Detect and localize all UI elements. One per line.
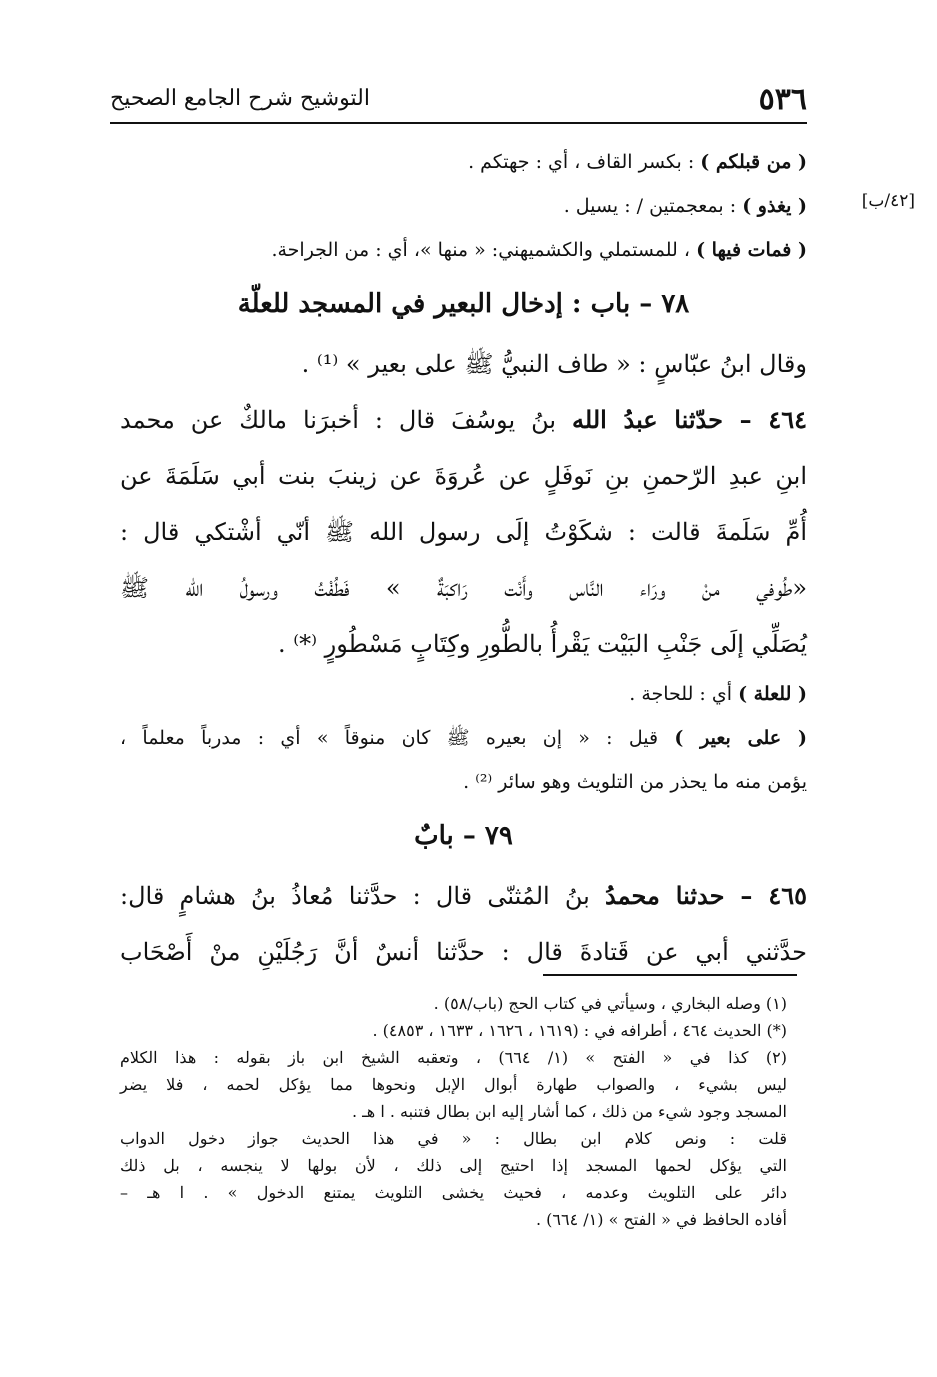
hadith-text-line: ابنِ عبدِ الرّحمنِ بنِ نَوفَلٍ عن عُروَةَ عن زينبَ بنت أبي سَلَمَةَ عن (120, 462, 807, 490)
commentary-line (120, 716, 807, 760)
hadith-text-line: حدَّثني أبي عن قَتادةَ قال : حدَّثنا أنسٌ أنَّ رَجُلَيْنِ منْ أَصْحَاب (120, 938, 807, 966)
hadith-text-line: أُمِّ سَلَمةَ قالت : شكَوْتُ إلَى رسول الله ﷺ أنّي أشْتكي قال : (120, 518, 807, 546)
footnotes (120, 990, 787, 1233)
hadith-number: ٤٦٤ – حدّثنا عبدُ الله (572, 405, 808, 434)
page-number: ٥٣٦ (758, 82, 807, 117)
footnote: (١) وصله البخاري ، وسيأتي في كتاب الحج (باب/٥٨) . (433, 994, 787, 1013)
commentary-line (120, 672, 807, 716)
commentary-line (120, 184, 807, 228)
hadith-chain: بنُ المُثنّى قال : حدَّثنا مُعاذُ بنُ هشامٍ قال: (120, 882, 606, 910)
footnote: (*) الحديث ٤٦٤ ، أطرافه في : (١٦١٩ ، ١٦٢٦ ، ١٦٣٣ ، ٤٨٥٣) . (372, 1021, 787, 1040)
chapter-heading: ٧٩ – بابٌ (414, 821, 513, 851)
running-title: التوشيح شرح الجامع الصحيح (110, 86, 370, 111)
commentary-text: ، للمستملي والكشميهني: « منها »، أي : من الجراحة. (271, 239, 697, 261)
footnote: أفاده الحافظ في « الفتح » (١/ ٦٦٤) . (535, 1210, 787, 1229)
footnote: ليس بشيء ، والصواب طهارة أبوال الإبل ونحوها مما يؤكل لحمه ، فلا يضر (120, 1075, 787, 1094)
quoted-term: ( من قبلكم ) (700, 151, 807, 173)
main-text (120, 140, 807, 980)
hadith-number: ٤٦٥ – حدثنا محمدُ (605, 881, 807, 910)
footnote: دائر على التلويث وعدمه ، فحيث يخشى التلويث يمتنع الدخول » . ا هـ – (120, 1183, 787, 1202)
commentary-line (120, 228, 807, 272)
footnote-separator (543, 974, 797, 976)
footnote: المسجد وجود شيء من ذلك ، كما أشار إليه ابن بطال فتنبه . ا هـ . (351, 1102, 787, 1121)
hadith-text-line: «طُوفي منْ ورَاء النَّاس وأَنْت رَاكبَةٌ » فَطُفْتُ ورسولُ الله ﷺ (120, 574, 808, 602)
commentary-text: : بمعجمتين / : يسيل . (563, 195, 743, 217)
footnote: قلت : ونص كلام ابن بطال : « في هذا الحديث جواز دخول الدواب (120, 1129, 787, 1148)
hadith-text-line (120, 868, 807, 924)
footnote: التي يؤكل لحمها المسجد إذا احتيج إلى ذلك ، لأن بولها لا ينجسه ، بل ذلك (120, 1156, 787, 1175)
hadith-text-line: وقال ابنُ عبّاسٍ : « طاف النبيُّ ﷺ على بعير » ⁽¹⁾ . (301, 350, 807, 378)
commentary-line: يؤمن منه ما يحذر من التلويث وهو سائر ⁽²⁾ . (463, 771, 807, 793)
hadith-text-line (120, 392, 807, 448)
hadith-text-line: يُصَلِّي إلَى جَنْبِ البَيْت يَقْرأُ بالطُّورِ وكِتَابٍ مَسْطُورٍ ⁽*⁾ . (278, 630, 807, 658)
quoted-term: ( فمات فيها ) (696, 239, 807, 261)
chapter-heading: ٧٨ – باب : إدخال البعير في المسجد للعلّة (237, 289, 690, 319)
commentary-line (120, 140, 807, 184)
quoted-term: ( للعلة ) (738, 683, 807, 705)
commentary-text: أي : للحاجة . (629, 683, 739, 705)
commentary-text: : بكسر القاف ، أي : جهتكم . (468, 151, 701, 173)
commentary-text: قيل : « إن بعيره ﷺ كان منوقاً » أي : مدرباً معلماً ، (120, 727, 675, 749)
quoted-term: ( على بعير ) (674, 727, 807, 749)
manuscript-folio-marker: [٤٢/ب] (861, 191, 915, 211)
quoted-term: ( يغذو ) (742, 195, 807, 217)
footnote: (٢) كذا في « الفتح » (١/ ٦٦٤) ، وتعقبه الشيخ ابن باز بقوله : هذا الكلام (120, 1048, 788, 1067)
page-header (110, 78, 807, 124)
hadith-chain: بنُ يوسُفَ قال : أخبرَنا مالكٌ عن محمد (120, 406, 572, 434)
